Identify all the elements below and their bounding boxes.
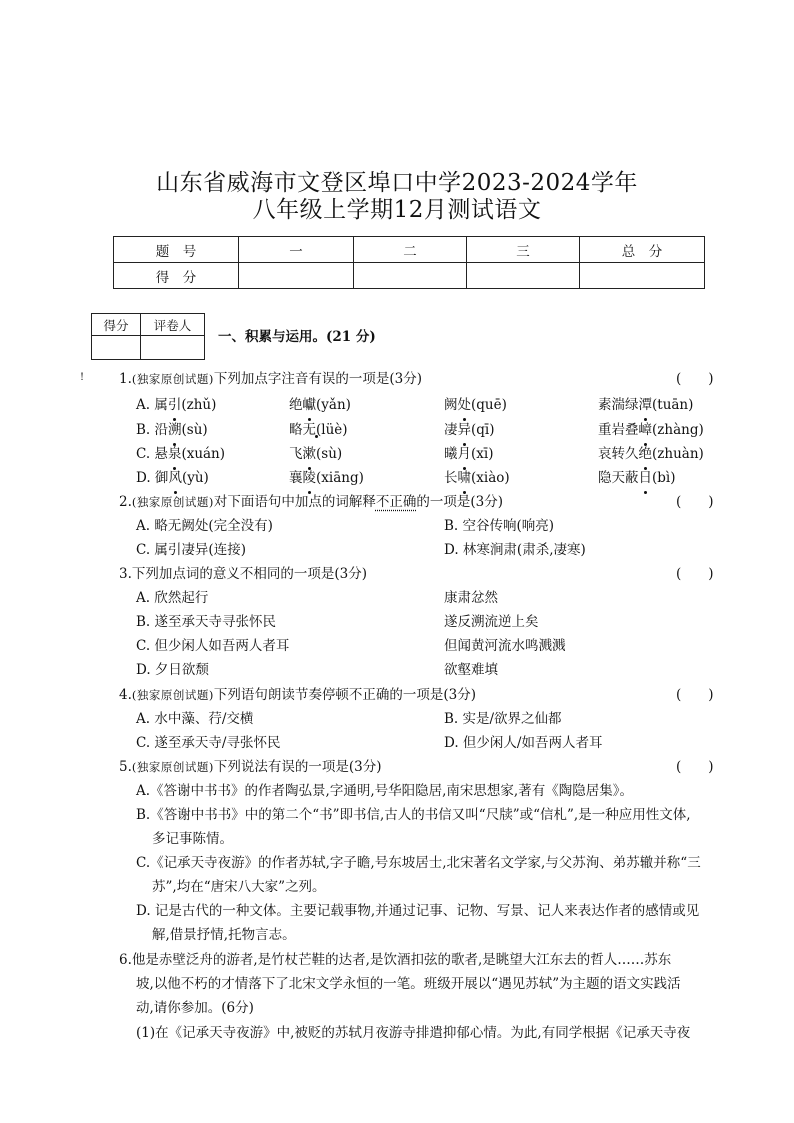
question-1-stem xyxy=(119,367,422,391)
word-text: 重岩叠 xyxy=(598,422,639,438)
option-item xyxy=(289,442,342,466)
header-cell-question-no: 题 号 xyxy=(114,237,239,263)
word-text: 曦 xyxy=(444,446,458,462)
option-item xyxy=(444,418,495,442)
option-a-pair: 康肃忿然 xyxy=(444,590,498,606)
option-b[interactable]: B. 实是/欲界之仙都 xyxy=(444,711,562,727)
option-d[interactable]: D. 记是古代的一种文体。主要记载事物,并通过记事、记物、写景、记人来表达作者的感情或见 xyxy=(136,903,700,919)
option-item xyxy=(289,418,348,442)
question-text: 他是赤壁泛舟的游者,是竹杖芒鞋的达者,是饮酒扣弦的歌者,是眺望大江东去的哲人……苏东 xyxy=(131,952,672,968)
answer-bracket[interactable]: ( ) xyxy=(676,759,714,775)
pinyin: (bì) xyxy=(652,470,676,486)
pinyin: (yù) xyxy=(181,470,209,486)
score-table xyxy=(113,236,705,289)
option-a[interactable]: A. 欣然起行 xyxy=(136,590,209,606)
dotted-char: 巘 xyxy=(303,393,317,417)
pinyin: (zhàng) xyxy=(652,422,704,438)
word-text: 绝 xyxy=(289,397,303,413)
answer-bracket[interactable]: ( ) xyxy=(676,687,714,703)
word-text: 凄 xyxy=(444,422,458,438)
dotted-char: 陵 xyxy=(303,466,317,490)
word-text: 哀转久 xyxy=(598,446,639,462)
question-note: (独家原创试题) xyxy=(131,495,214,509)
grader-name-cell[interactable] xyxy=(141,336,205,360)
pinyin: (quē) xyxy=(471,397,507,413)
question-number: 3. xyxy=(119,566,132,582)
dotted-char: 漱 xyxy=(303,442,317,466)
option-c[interactable]: C. 遂至承天寺/寻张怀民 xyxy=(136,735,281,751)
question-number: 1. xyxy=(119,371,132,387)
question-6-sub1: (1)在《记承天寺夜游》中,被贬的苏轼月夜游寺排遣抑郁心情。为此,有同学根据《记承天寺夜 xyxy=(136,1025,691,1041)
option-b[interactable]: B. 空谷传响(响亮) xyxy=(444,518,555,534)
option-d[interactable]: D. 林寒涧肃(肃杀,凄寒) xyxy=(444,542,586,558)
pinyin: (qī) xyxy=(471,422,495,438)
pinyin: (xuán) xyxy=(181,446,226,462)
pinyin: (yǎn) xyxy=(316,397,351,413)
grader-score-label: 得分 xyxy=(92,314,141,336)
option-d-pair: 欲壑难填 xyxy=(444,662,498,678)
dotted-char: 潭 xyxy=(639,393,653,417)
word-text: 襄 xyxy=(289,470,303,486)
pinyin: (sù) xyxy=(316,446,343,462)
option-a[interactable]: A.《答谢中书书》的作者陶弘景,字通明,号华阳隐居,南宋思想家,著有《陶隐居集》。 xyxy=(136,783,633,799)
grader-table xyxy=(91,313,205,360)
question-text: 下列加点字注音有误的一项是(3分) xyxy=(213,371,422,387)
option-b[interactable] xyxy=(136,418,208,442)
answer-bracket[interactable]: ( ) xyxy=(676,566,714,582)
margin-mark: ! xyxy=(80,372,85,383)
option-b-cont: 多记事陈情。 xyxy=(152,831,233,847)
word-text: C. 悬 xyxy=(136,446,168,462)
option-b[interactable]: B.《答谢中书书》中的第二个“书”即书信,古人的书信又叫“尺牍”或“信札”,是一种应用性文体, xyxy=(136,807,691,823)
dotted-char: 月 xyxy=(458,442,472,466)
answer-bracket[interactable]: ( ) xyxy=(676,494,714,510)
score-cell[interactable] xyxy=(239,263,354,289)
pinyin: (sù) xyxy=(181,422,208,438)
option-item xyxy=(289,466,364,490)
option-item xyxy=(598,466,676,490)
option-c[interactable] xyxy=(136,442,225,466)
header-cell-2: 二 xyxy=(354,237,467,263)
option-item xyxy=(598,442,704,466)
option-item xyxy=(444,466,510,490)
score-table-header-row xyxy=(114,237,705,263)
dotted-char: 啸 xyxy=(458,466,472,490)
question-text-pre: 对下面语句中加点的词解释 xyxy=(213,494,376,510)
question-text-post: 的一项是(3分) xyxy=(416,494,503,510)
pinyin: (xī) xyxy=(471,446,494,462)
pinyin: (xiào) xyxy=(471,470,510,486)
dotted-char: 风 xyxy=(168,466,182,490)
option-item xyxy=(598,418,704,442)
question-6-line1 xyxy=(119,948,671,972)
option-c[interactable]: C. 属引凄异(连接) xyxy=(136,542,246,558)
word-text: 长 xyxy=(444,470,458,486)
word-text: 飞 xyxy=(289,446,303,462)
score-table-score-row xyxy=(114,263,705,289)
option-item xyxy=(598,393,693,417)
question-text: 下列说法有误的一项是(3分) xyxy=(213,759,382,775)
word-text: 隐天蔽 xyxy=(598,470,639,486)
score-row-label: 得 分 xyxy=(114,263,239,289)
word-text: A. 属 xyxy=(136,397,168,413)
dotted-char: 溯 xyxy=(168,418,182,442)
option-a[interactable] xyxy=(136,393,216,417)
option-item xyxy=(289,393,351,417)
option-item xyxy=(444,393,507,417)
question-6-line2: 坡,以他不朽的才情落下了北宋文学永恒的一笔。班级开展以“遇见苏轼”为主题的语文实践活 xyxy=(136,976,681,992)
dotted-char: 异 xyxy=(458,418,472,442)
option-c[interactable]: C. 但少闲人如吾两人者耳 xyxy=(136,638,290,654)
section-heading: 一、积累与运用。(21 分) xyxy=(218,329,376,345)
word-text: 素湍绿 xyxy=(598,397,639,413)
pinyin: (tuān) xyxy=(652,397,694,413)
option-b-pair: 遂反溯流逆上矣 xyxy=(444,614,539,630)
grader-score-cell[interactable] xyxy=(92,336,141,360)
grader-name-label: 评卷人 xyxy=(141,314,205,336)
question-4-stem xyxy=(119,683,476,707)
option-item xyxy=(444,442,493,466)
question-note: (独家原创试题) xyxy=(131,372,214,386)
header-cell-3: 三 xyxy=(467,237,580,263)
option-c[interactable]: C.《记承天寺夜游》的作者苏轼,字子瞻,号东坡居士,北宋著名文学家,与父苏洵、弟苏辙并称“三 xyxy=(136,855,701,871)
question-6-line3: 动,请你参加。(6分) xyxy=(136,1000,254,1016)
word-text: D. 御 xyxy=(136,470,169,486)
option-c-cont: 苏”,均在“唐宋八大家”之列。 xyxy=(152,879,326,895)
option-d[interactable]: D. 夕日欲颓 xyxy=(136,662,209,678)
score-cell[interactable] xyxy=(580,263,705,289)
dotted-char: 嶂 xyxy=(639,418,653,442)
pinyin: (zhuàn) xyxy=(652,446,704,462)
question-text-emphasis: 不正确 xyxy=(375,494,417,510)
option-b[interactable]: B. 遂至承天寺寻张怀民 xyxy=(136,614,277,630)
page-title: 山东省威海市文登区埠口中学2023-2024学年 xyxy=(156,170,638,196)
word-text: B. 沿 xyxy=(136,422,169,438)
dotted-char: 引 xyxy=(168,393,182,417)
page-subtitle: 八年级上学期12月测试语文 xyxy=(252,197,542,223)
dotted-char: 绝 xyxy=(639,442,653,466)
pinyin: (lüè) xyxy=(316,422,348,438)
header-cell-1: 一 xyxy=(239,237,354,263)
question-2-stem xyxy=(119,490,503,514)
option-a[interactable]: A. 水中藻、荇/交横 xyxy=(136,711,254,727)
option-c-pair: 但闻黄河流水鸣溅溅 xyxy=(444,638,566,654)
score-cell[interactable] xyxy=(354,263,467,289)
question-text: 下列加点词的意义不相同的一项是(3分) xyxy=(131,566,368,582)
question-note: (独家原创试题) xyxy=(131,688,214,702)
dotted-char: 泉 xyxy=(168,442,182,466)
header-cell-total: 总 分 xyxy=(580,237,705,263)
answer-bracket[interactable]: ( ) xyxy=(676,371,714,387)
question-3-stem xyxy=(119,562,367,586)
question-number: 5. xyxy=(119,759,132,775)
option-d[interactable] xyxy=(136,466,209,490)
dotted-char: 处 xyxy=(458,393,472,417)
question-number: 6. xyxy=(119,952,132,968)
option-a[interactable]: A. 略无阙处(完全没有) xyxy=(136,518,273,534)
word-text: 阙 xyxy=(444,397,458,413)
option-d-cont: 解,借景抒情,托物言志。 xyxy=(152,927,296,943)
score-cell[interactable] xyxy=(467,263,580,289)
question-number: 2. xyxy=(119,494,132,510)
option-d[interactable]: D. 但少闲人/如吾两人者耳 xyxy=(444,735,603,751)
question-5-stem xyxy=(119,755,382,779)
question-note: (独家原创试题) xyxy=(131,760,214,774)
pinyin: (zhǔ) xyxy=(181,397,217,413)
question-number: 4. xyxy=(119,687,132,703)
word-text: 略无 xyxy=(289,422,316,438)
pinyin: (xiāng) xyxy=(316,470,364,486)
dotted-char: 日 xyxy=(639,466,653,490)
question-text: 下列语句朗读节奏停顿不正确的一项是(3分) xyxy=(213,687,476,703)
